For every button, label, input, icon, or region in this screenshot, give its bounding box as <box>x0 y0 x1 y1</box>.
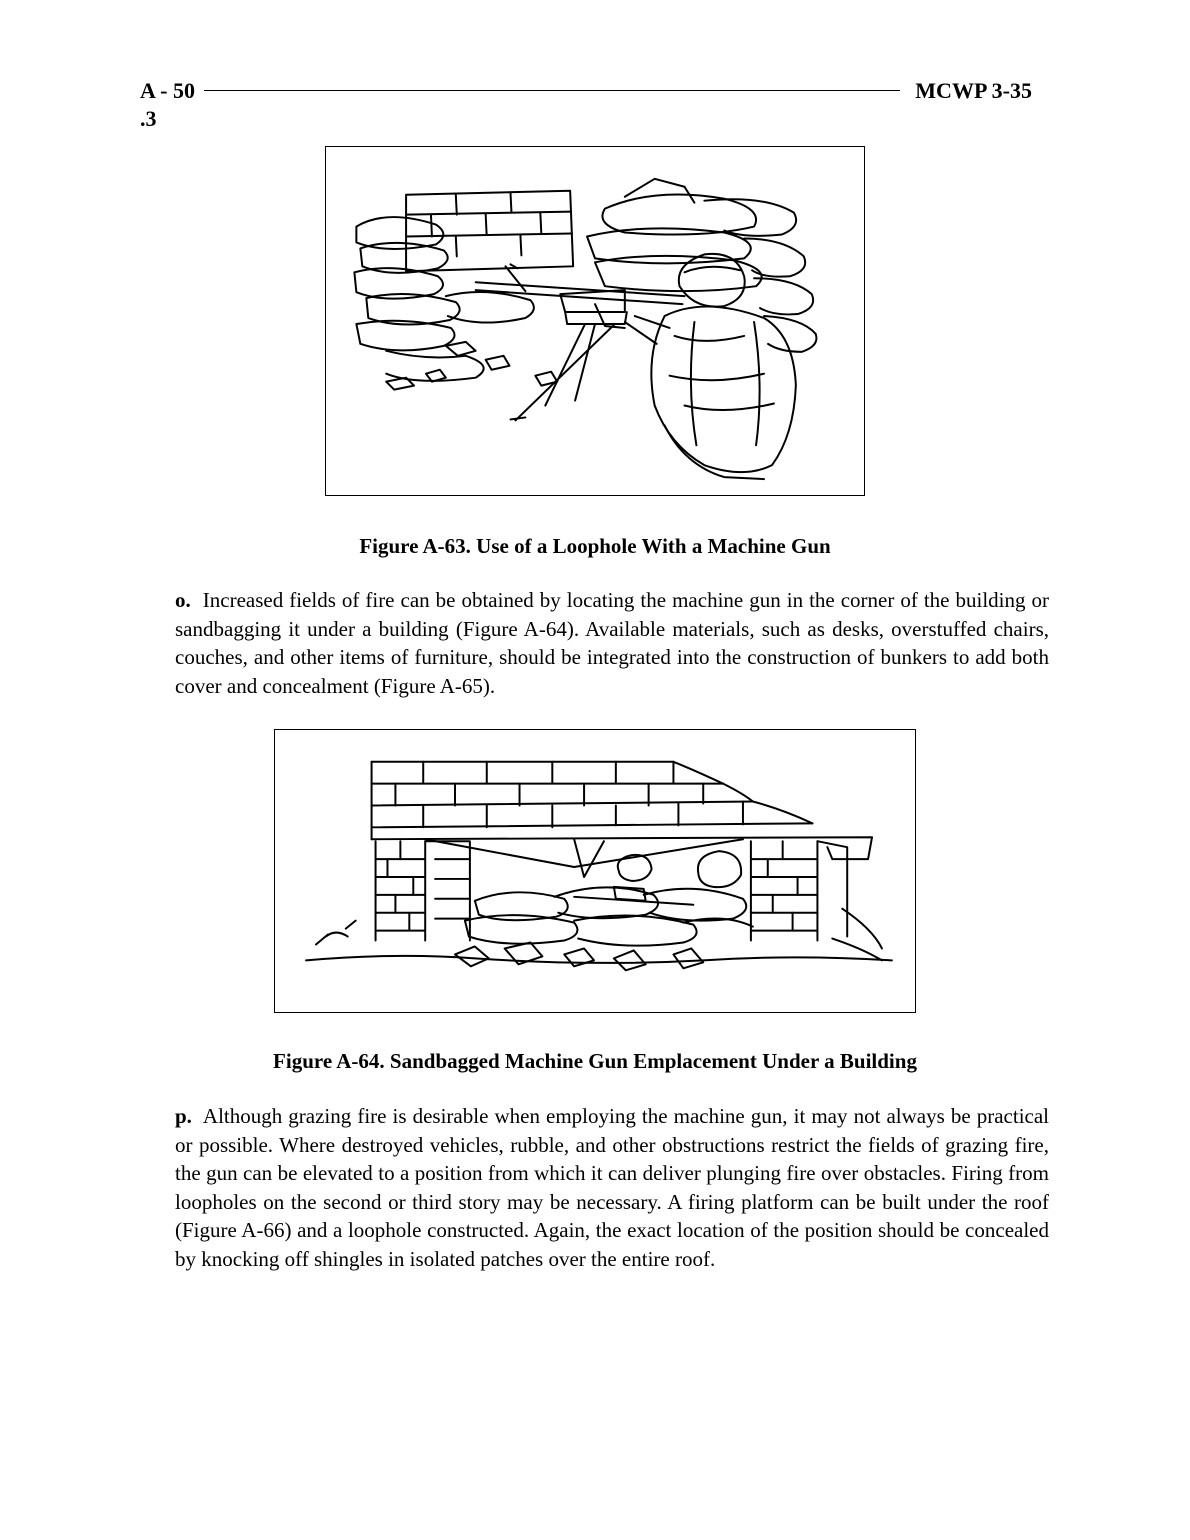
paragraph-text: Increased fields of fire can be obtained by locating the machine gun in the corner of the building or sandbagging it under a building (Figure A-64). Available materials, such as desks, overstuffed chairs, couches, and other items of furniture, should be integrated into the construction of bunkers to add both cover and concealment (Figure A-65). <box>175 588 1050 698</box>
sandbagged-emplacement-illustration <box>275 730 915 1012</box>
soldier-drawing <box>625 254 796 479</box>
building-wall-drawing <box>372 762 872 941</box>
sandbag-stack-left <box>354 217 533 381</box>
paragraph-o <box>175 586 1049 700</box>
header-rule <box>204 90 900 91</box>
figure-a-63-frame <box>325 146 865 496</box>
figure-a-64-caption: Figure A-64. Sandbagged Machine Gun Emplacement Under a Building <box>273 1049 917 1073</box>
figure-a-63-caption: Figure A-63. Use of a Loophole With a Machine Gun <box>359 534 831 558</box>
rubble-drawing <box>386 342 557 390</box>
brick-wall-drawing <box>406 191 573 272</box>
sandbag-emplacement-drawing <box>465 851 753 946</box>
page-header <box>140 78 1032 131</box>
page-number-continuation: .3 <box>140 106 157 131</box>
publication-id: MCWP 3-35 <box>915 78 1032 103</box>
paragraph-p <box>175 1102 1049 1273</box>
page-number: A - 50 <box>140 78 195 103</box>
sandbag-stack-right <box>587 179 816 352</box>
paragraph-marker: p. <box>175 1104 192 1128</box>
paragraph-text: Although grazing fire is desirable when employing the machine gun, it may not always be practical or possible. Where destroyed vehicles, rubble, and other obstructions restrict the fields of grazing fire, the gun can be elevated to a position from which it can deliver plunging fire over obstacles. Firing from loopholes on the second or third story may be necessary. A firing platform can be built under the roof (Figure A-66) and a loophole constructed. Again, the exact location of the position should be concealed by knocking off shingles in isolated patches over the entire roof. <box>175 1104 1049 1271</box>
machine-gun-loophole-illustration <box>326 147 864 495</box>
paragraph-marker: o. <box>175 588 191 612</box>
figure-a-64-frame <box>274 729 916 1013</box>
